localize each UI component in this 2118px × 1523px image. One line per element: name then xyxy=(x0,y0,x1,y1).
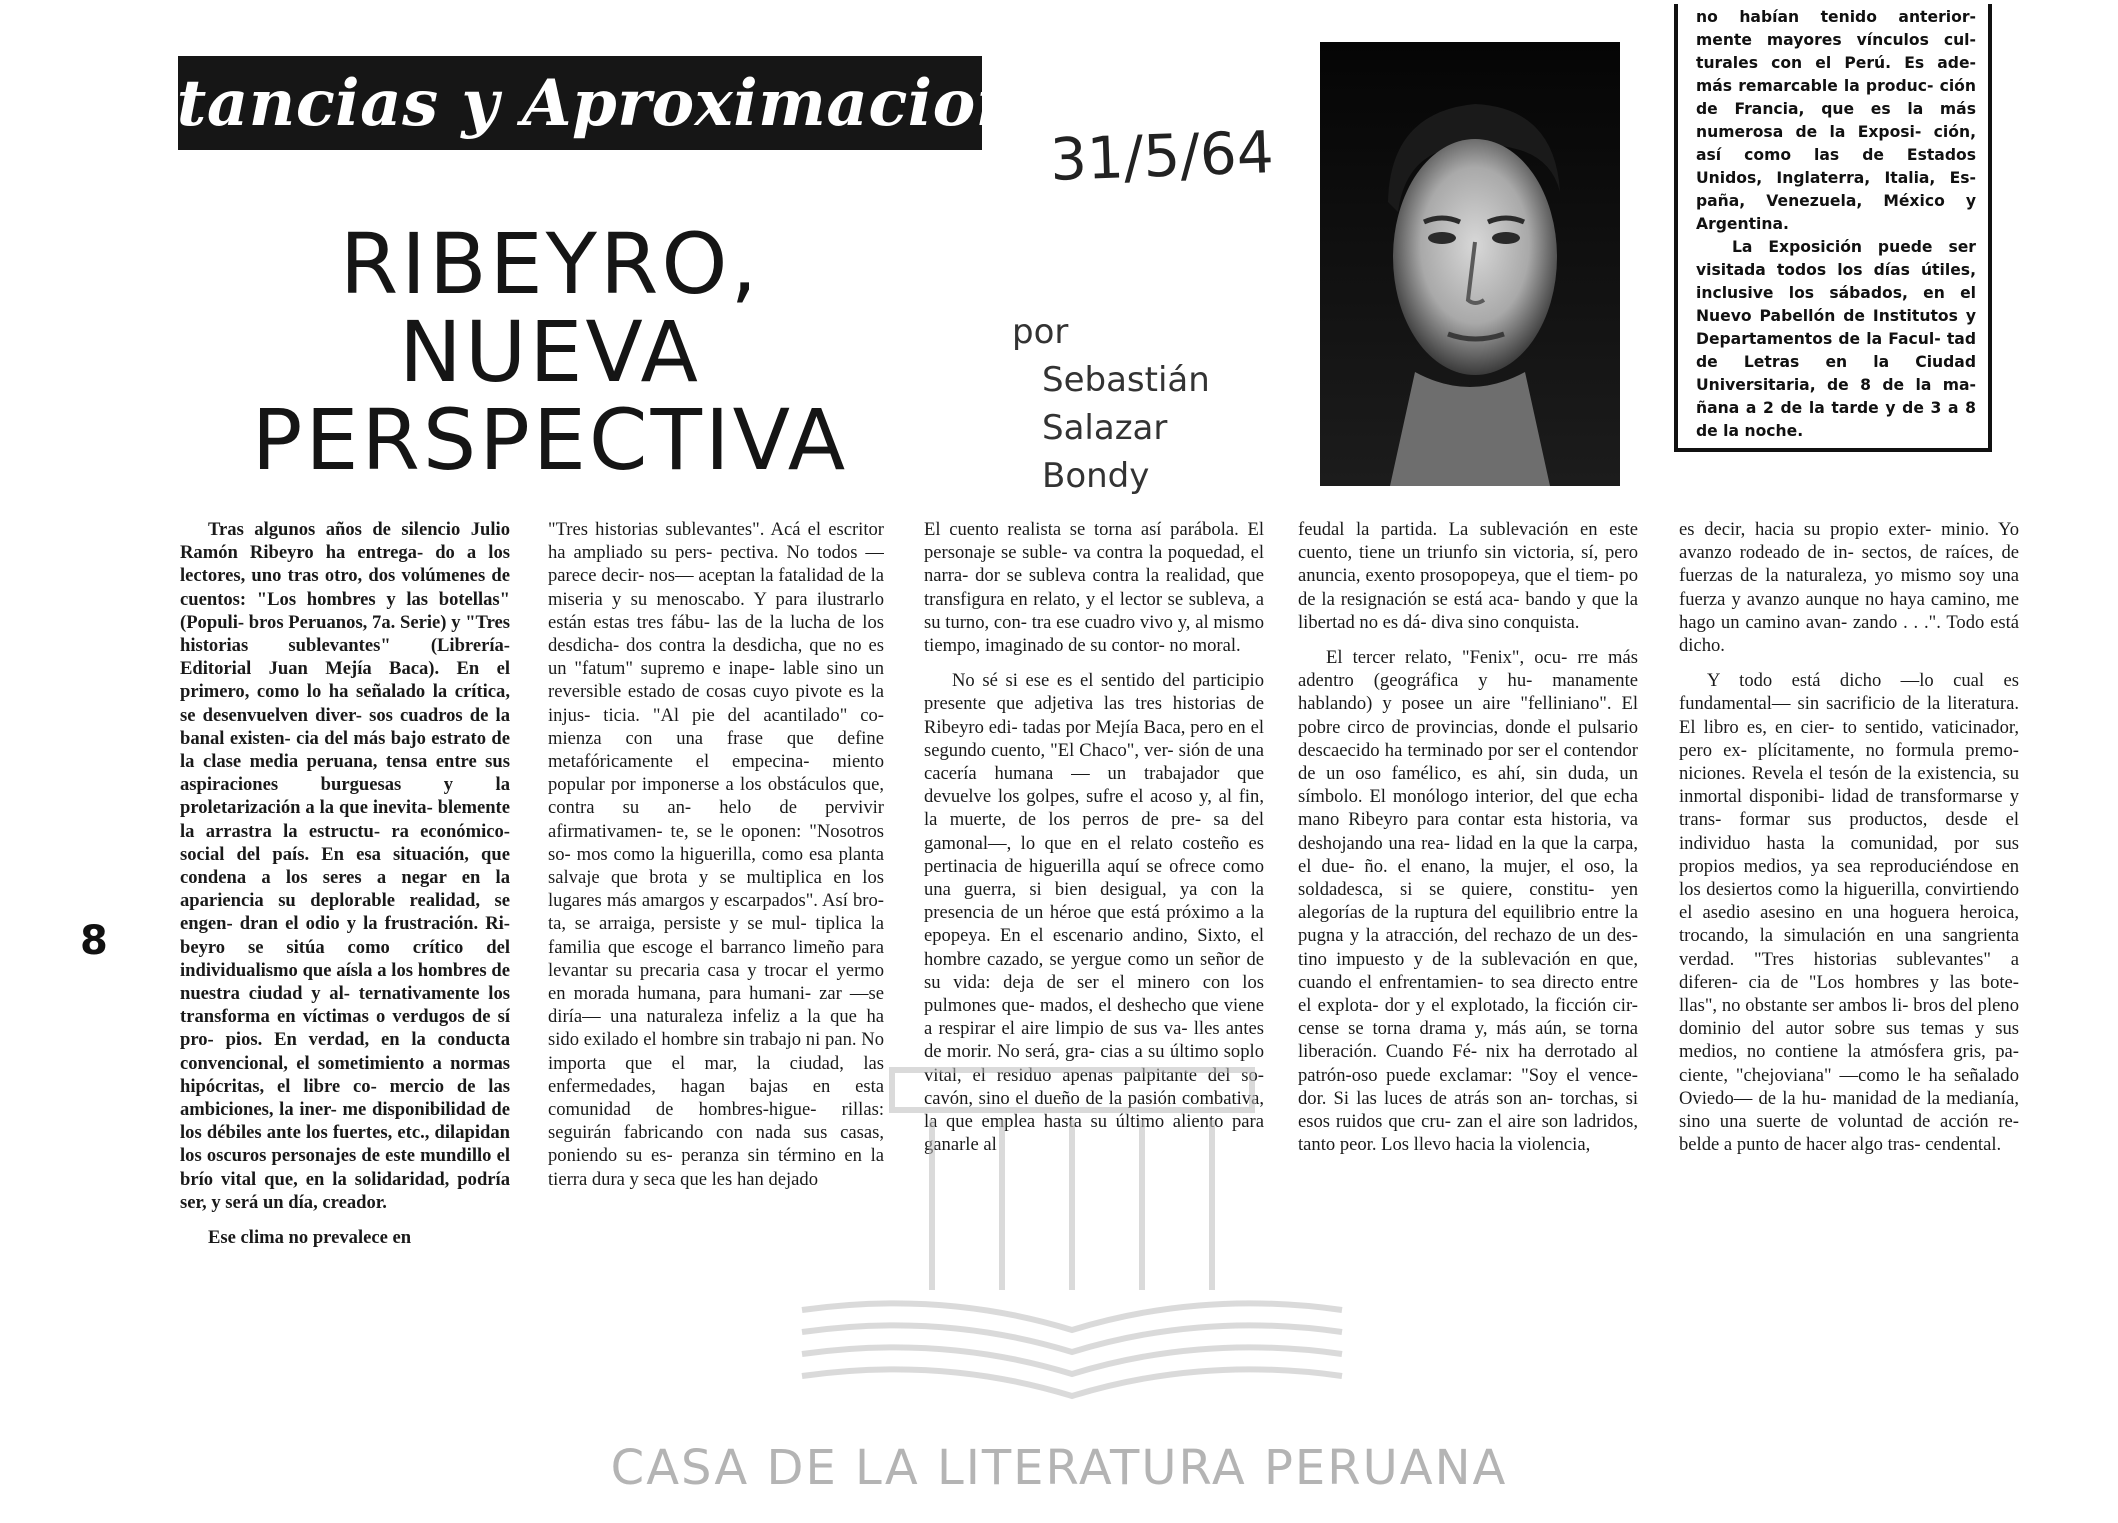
info-paragraph: no habían tenido anterior- mente mayores vínculos cul- turales con el Perú. Es ade- más remarcable la produc- ción de Francia, que es la más numerosa de la Exposi- ción, así como las de Estados Unidos, Inglaterra, Italia, Es- paña, Venezuela, México y Argentina. xyxy=(1696,8,1976,233)
article-paragraph: No sé si ese es el sentido del participio presente que adjetiva las tres historias de Ribeyro edi- tadas por Mejía Baca, pero en el segundo cuento, "El Chaco", ver- sión de una cacería humana — un trabajador que devuelve los golpes, sufre el acoso y, al fin, la muerte, de los perros de pre- sa del gamonal—, lo que en el relato costeño es pertinacia de higuerilla aquí se ofrece como una guerra, si bien desigual, ya con la presencia de un héroe que está próximo a la epopeya. En el escenario andino, Sixto, el hombre cazado, se yergue como un señor de su vida: deja de ser el minero con los pulmones que- mados, el deshecho que viene a respirar el aire limpio de sus va- lles antes de morir. No será, gra- cias a su último soplo vital, el residuo apenas palpitante del so- cavón, sino el dueño de la pasión combativa, la que emplea hasta su último aliento para ganarle al xyxy=(924,670,1264,1156)
article-paragraph: El tercer relato, "Fenix", ocu- rre más adentro (geográfica y hu- manamente hablando) y posee un aire "felliniano". El pobre circo de provincias, donde el pulsario descaecido ha terminado por ser el contendor de un oso famélico, es ahí, sin duda, un símbolo. El monólogo interior, del que echa mano Ribeyro para contar esta historia, va deshojando una rea- lidad en la que la carpa, el due- ño. el enano, la mujer, el oso, la soldadesca, si se quiere, constitu- yen alegorías de la ruptura del equilibrio entre la pugna y la atracción, del rechazo de un des- tino impuesto y de la sublevación en que, cuando el enfrentamien- to sea directo entre el explota- dor y el explotado, la ficción cir- cense se torna drama y, más aún, se torna liberación. Cuando Fé- nix ha derrotado al patrón-oso puede exclamar: "Soy el vence- dor. Si las luces de atrás son an- torchas, si esos ruidos que cru- zan el aire son ladridos, tanto peor. Los llevo hacia la violencia, xyxy=(1298,647,1638,1156)
author-name-line: Bondy xyxy=(1042,456,1150,496)
watermark-book-logo-icon xyxy=(742,1060,1402,1420)
watermark-text: CASA DE LA LITERATURA PERUANA xyxy=(610,1440,1508,1496)
info-paragraph: La Exposición puede ser visitada todos los días útiles, inclusive los sábados, en el Nuevo Pabellón de Institutos y Departamentos de la Facul- tad de Letras en la Ciudad Universitaria, de 8 de la ma- ñana a 2 de la tarde y de 3 a 8 de la noche. xyxy=(1696,238,1976,440)
byline-por: por xyxy=(1012,312,1069,352)
headline-line: RIBEYRO, xyxy=(339,215,761,313)
article-paragraph: feudal la partida. La sublevación en este cuento, tiene un triunfo sin victoria, sí, pero anuncia, exento prosopopeya, que el tiem- po de la resignación se está aca- bando y que la libertad no es dá- diva sino conquista. xyxy=(1298,519,1638,633)
article-paragraph: Tras algunos años de silencio Julio Ramón Ribeyro ha entrega- do a los lectores, uno tras otro, dos volúmenes de cuentos: "Los hombres y las botellas" (Populi- bros Peruanos, 7a. Serie) y "Tres historias sublevantes" (Librería- Editorial Juan Mejía Baca). En el primero, como lo ha señalado la crítica, se desenvuelven diver- sos cuadros de la banal existen- cia del más bajo estrato de la clase media peruana, tensa entre sus aspiraciones burguesas y la proletarización a la que inevita- blemente la arrastra la estructu- ra económico-social del país. En esa situación, que condena a los seres a negar en la apariencia su deplorable realidad, se engen- dran el odio y la frustración. Ri- beyro se sitúa como crítico del individualismo que aísla a los hombres de nuestra ciudad y al- ternativamente los transforma en víctimas o verdugos de sí pro- pios. En verdad, en la conducta convencional, el sometimiento a normas hipócritas, el libre co- mercio de las ambiciones, la iner- me disponibilidad de los débiles ante los fuertes, etc., dilapidan los oscuros personajes de este mundillo el brío vital que, en la solidaridad, podría ser, y será un día, creador. xyxy=(180,519,510,1213)
handwritten-date: 31/5/64 xyxy=(1048,118,1275,194)
section-title: Distancias y Aproximaciones xyxy=(59,65,1101,141)
article-column-5 xyxy=(1679,518,2019,1358)
headline-line: PERSPECTIVA xyxy=(251,391,849,489)
author-name-line: Salazar xyxy=(1042,408,1168,448)
article-paragraph: El cuento realista se torna así parábola. El personaje se suble- va contra la poquedad, el narra- dor se subleva contra la realidad, que transfigura en relato, y el lector se subleva, a su turno, con- tra ese cuadro vivo y, al mismo tiempo, imaginado de su contor- no moral. xyxy=(924,519,1264,657)
article-paragraph: Ese clima no prevalece en xyxy=(208,1227,412,1249)
article-paragraph: "Tres historias sublevantes". Acá el escritor ha ampliado su pers- pectiva. No todos —parece decir- nos— aceptan la fatalidad de la miseria y su menoscabo. Y para ilustrarlo están estas tres fábu- las de la lucha de los desdicha- dos contra la desdicha, que no es un "fatum" supremo e inape- lable sino un reversible estado de cosas cuyo pivote es la injus- ticia. "Al pie del acantilado" co- mienza con una frase que define metafóricamente el empecina- miento popular por imponerse a los obstáculos que, contra su an- helo de pervivir afirmativamen- te, se le oponen: "Nosotros so- mos como la higuerilla, como esa planta salvaje que brota y se multiplica en los lugares más amargos y escarpados". Así bro- ta, se arraiga, persiste y se mul- tiplica la familia que escoge el barranco limeño para levantar su precaria casa y trocar el yermo en morada humana, para humani- zar —se diría— una naturaleza infeliz a la que ha sido exilado el hombre sin trabajo ni pan. No importa que el mar, la ciudad, las enfermedades, hagan bajas en esta comunidad de hombres-higue- rillas: seguirán fabricando con nada sus casas, poniendo su es- peranza sin término en la tierra dura y seca que les han dejado xyxy=(548,519,884,1190)
byline xyxy=(1012,308,1210,500)
headline-line: NUEVA xyxy=(399,303,701,401)
portrait-drawing xyxy=(1320,42,1620,486)
article-headline xyxy=(250,215,850,489)
exposition-info-box xyxy=(1674,4,1992,452)
author-portrait-photo xyxy=(1320,42,1620,486)
author-name-line: Sebastián xyxy=(1042,360,1210,400)
section-banner xyxy=(59,56,1101,150)
article-paragraph: es decir, hacia su propio exter- minio. Yo avanzo rodeado de in- sectos, de raíces, de fuerzas de la naturaleza, yo mismo soy una fuerza y avanzo aunque no haya camino, me hago un camino avan- zando . . .". Todo está dicho. xyxy=(1679,519,2019,657)
article-paragraph: Y todo está dicho —lo cual es fundamental— sin sacrificio de la literatura. El libro es, en cier- to sentido, vaticinador, pero ex- plícitamente, no formula premo- niciones. Revela el tesón de la existencia, su inmortal disponibi- lidad de transformarse y trans- formar sus productos, desde el individuo hasta la comunidad, por sus propios medios, ya sea reproduciéndose en los desiertos como la higuerilla, convirtiendo el asedio asesino en una hoguera heroica, trocando, la simulación en una sangrienta verdad. "Tres historias sublevantes" a diferen- cia de "Los hombres y las bote- llas", no obstante ser ambos li- bros del pleno dominio del autor sobre sus temas y sus medios, no contiene la atmósfera gris, pa- ciente, "chejoviana" —como le ha señalado Oviedo— de la hu- manidad de la medianía, sino una suerte de voluntad de acción re- belde a punto de hacer algo tras- cendental. xyxy=(1679,670,2019,1156)
article-column-1 xyxy=(180,518,510,1358)
page-number: 8 xyxy=(80,918,108,964)
